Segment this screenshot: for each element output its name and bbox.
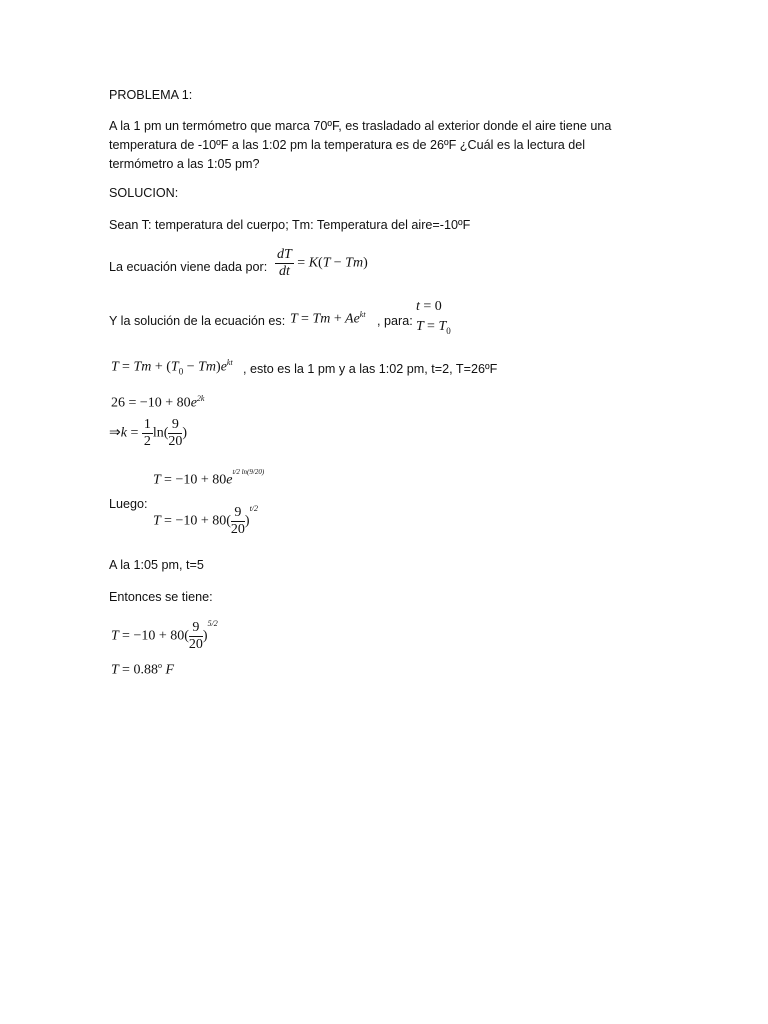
luego-equation-1: $T = -10 + 80e^{t/2 ln(9/20)}$ xyxy=(153,468,265,488)
final-equation-1: T = −10 + 80( $\frac{9}{20}$ )$^{5/2}$ xyxy=(111,619,218,652)
final-result: T = 0.88$^o$ F xyxy=(111,661,175,678)
solution-heading: SOLUCION: xyxy=(109,186,179,200)
luego-equation-2: T = −10 + 80( $\frac{9}{20}$ )$^{t/2}$ xyxy=(153,504,259,537)
initial-condition-T: $T = T_0$ xyxy=(416,319,451,336)
differential-equation: $\frac{dT}{dt}$ = K(T − Tm) xyxy=(277,247,368,279)
solution-intro: Y la solución de la ecuación es: xyxy=(109,314,286,328)
final-value: 0.88 xyxy=(133,662,158,678)
particular-solution-equation: $T = Tm + (T_0 - Tm)e^{kt}$ xyxy=(111,358,233,377)
final-unit: F xyxy=(165,662,175,678)
para-label: , para: xyxy=(377,314,413,328)
problem-statement-line-1: A la 1 pm un termómetro que marca 70ºF, es trasladado al exterior donde el aire tiene una xyxy=(109,119,612,133)
definitions-text: Sean T: temperatura del cuerpo; Tm: Temperatura del aire=-10ºF xyxy=(109,218,471,232)
equation-intro: La ecuación viene dada por: xyxy=(109,260,268,274)
k-equation: ⇒k = $\frac{1}{2}$ ln( $\frac{9}{20}$ ) xyxy=(109,417,188,449)
condition-equation: $26 = -10 + 80e^{2k}$ xyxy=(111,394,205,411)
problem-statement-line-2: temperatura de -10ºF a las 1:02 pm la temperatura es de 26ºF ¿Cuál es la lectura del xyxy=(109,138,586,152)
time-105-note: A la 1:05 pm, t=5 xyxy=(109,558,204,572)
general-solution-equation: $T = Tm + Ae^{kt}$ xyxy=(290,310,366,327)
entonces-label: Entonces se tiene: xyxy=(109,590,213,604)
luego-label: Luego: xyxy=(109,497,148,511)
problem-title: PROBLEMA 1: xyxy=(109,88,193,102)
problem-statement-line-3: termómetro a las 1:05 pm? xyxy=(109,157,260,171)
general-solution-note: , esto es la 1 pm y a las 1:02 pm, t=2, T=26ºF xyxy=(243,362,498,376)
initial-condition-t: t = 0 xyxy=(416,299,442,314)
